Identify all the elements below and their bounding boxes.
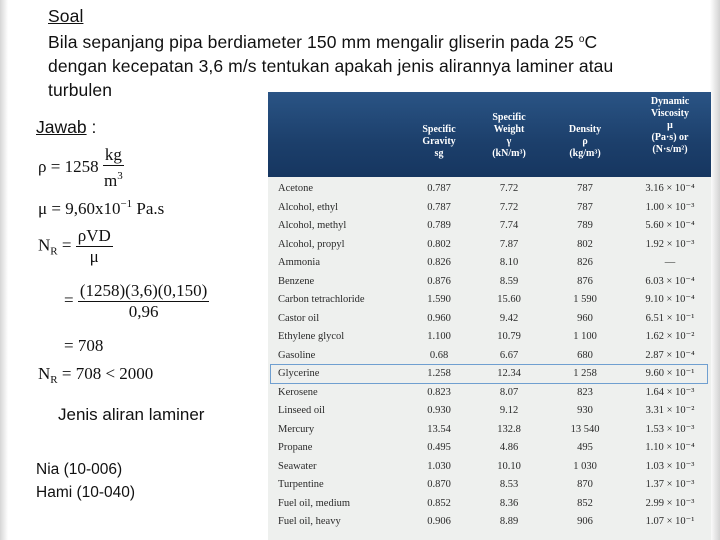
reynolds-den: μ (89, 247, 99, 266)
header-sg-symbol: sg (434, 148, 444, 159)
density-equation (38, 145, 124, 191)
table-cell-name: Alcohol, propyl (278, 238, 345, 250)
table-cell-mu: 3.16 × 10⁻⁴ (645, 183, 695, 194)
table-cell-gamma: 9.42 (499, 312, 519, 324)
density-value: ρ = 1258 (38, 156, 99, 176)
table-cell-mu: 1.00 × 10⁻³ (645, 201, 695, 213)
header-mu-line-2: Viscosity (651, 108, 689, 119)
table-cell-sg: 1.590 (427, 294, 451, 305)
table-cell-rho: 823 (577, 386, 593, 398)
table-cell-rho: 826 (577, 257, 593, 268)
header-gamma-line-1: Specific (492, 112, 526, 123)
table-cell-rho: 495 (577, 442, 593, 453)
table-row (268, 476, 711, 494)
viscosity-equation (38, 198, 164, 219)
table-cell-gamma: 15.60 (497, 294, 521, 305)
header-rho-line-1: Density (568, 124, 602, 135)
table-cell-name: Propane (278, 442, 313, 453)
viscosity-value: μ = 9,60x10 (38, 199, 121, 218)
density-unit-base: m (103, 171, 118, 190)
density-unit-num: kg (104, 145, 122, 164)
table-cell-name: Kerosene (278, 386, 318, 398)
table-cell-sg: 1.030 (427, 460, 451, 472)
table-cell-mu: 5.60 × 10⁻⁴ (645, 220, 695, 231)
density-unit-den (103, 166, 124, 191)
reynolds-symbol: N (38, 235, 51, 255)
table-cell-rho: 789 (577, 220, 593, 231)
header-mu-line-1: Dynamic (650, 96, 690, 107)
table-cell-name: Ammonia (278, 257, 320, 268)
student-1: Nia (10-006) (36, 461, 123, 478)
answer-colon: : (86, 117, 97, 137)
table-cell-rho: 876 (577, 275, 593, 287)
table-cell-name: Acetone (278, 183, 313, 194)
table-cell-rho: 787 (577, 201, 593, 213)
table-cell-rho: 787 (577, 183, 593, 194)
viscosity-exp: −1 (120, 198, 133, 210)
table-cell-gamma: 8.89 (499, 516, 519, 527)
header-mu-unit-1: (Pa·s) or (651, 132, 689, 143)
table-cell-name: Gasoline (278, 349, 316, 361)
reynolds-fraction (76, 226, 113, 267)
table-row (268, 254, 711, 272)
glycerine-highlight (270, 364, 708, 384)
table-row (268, 180, 711, 198)
table-cell-rho: 680 (577, 349, 593, 361)
table-cell-rho: 1 100 (573, 331, 597, 342)
table-cell-gamma: 10.10 (497, 460, 521, 472)
table-cell-gamma: 8.10 (499, 257, 519, 268)
reynolds-final (38, 364, 153, 386)
table-cell-name: Linseed oil (278, 405, 325, 416)
table-cell-sg: 0.802 (427, 238, 451, 250)
table-cell-gamma: 132.8 (497, 423, 521, 435)
table-row (268, 236, 711, 254)
student-2: Hami (10-040) (36, 484, 136, 501)
table-cell-mu: 1.37 × 10⁻³ (645, 479, 695, 490)
header-sg-line-1: Specific (422, 124, 456, 135)
problem-line-2: dengan kecepatan 3,6 m/s tentukan apakah jenis alirannya laminer atau (48, 56, 614, 76)
table-row (268, 273, 711, 291)
answer-label: Jawab (36, 117, 87, 137)
table-row (268, 439, 711, 457)
table-cell-name: Seawater (278, 460, 317, 472)
table-cell-sg: 0.787 (427, 183, 451, 194)
table-cell-name: Alcohol, ethyl (278, 201, 339, 213)
table-cell-name: Ethylene glycol (278, 331, 345, 342)
degree-sup: o (578, 34, 585, 45)
table-cell-mu: 1.64 × 10⁻³ (645, 386, 695, 398)
slide-right-edge (710, 0, 720, 540)
table-cell-name: Fuel oil, medium (278, 497, 351, 509)
table-cell-sg: 0.495 (427, 442, 451, 453)
table-cell-sg: 0.906 (427, 516, 451, 527)
header-mu-symbol: μ (667, 120, 673, 131)
table-cell-rho: 1 258 (573, 368, 597, 379)
problem-statement (48, 4, 698, 102)
problem-line-1 (48, 28, 698, 54)
table-cell-sg: 0.852 (427, 497, 451, 509)
table-cell-mu: 9.10 × 10⁻⁴ (645, 294, 695, 305)
table-cell-name: Benzene (278, 275, 315, 287)
table-cell-sg: 0.789 (427, 220, 451, 231)
header-specific-gravity (408, 124, 470, 160)
table-cell-gamma: 7.74 (499, 220, 519, 231)
header-density (555, 124, 615, 160)
table-row (268, 217, 711, 235)
density-unit (103, 145, 124, 191)
table-cell-gamma: 4.86 (499, 442, 519, 453)
table-row (268, 291, 711, 309)
header-gamma-line-2: Weight (493, 124, 525, 135)
viscosity-unit: Pa.s (132, 199, 165, 218)
table-cell-gamma: 8.07 (499, 386, 519, 398)
table-cell-mu: 1.62 × 10⁻² (645, 331, 695, 342)
table-row (268, 310, 711, 328)
table-cell-sg: 0.870 (427, 479, 451, 490)
answer-heading (36, 117, 96, 138)
reynolds-calculation: = $\frac{(1258)(3,6)(0,150)}{0,96}$ (64, 281, 208, 321)
table-cell-rho: 906 (577, 516, 593, 527)
reynolds-formula: $N_R$ = $\frac{\text{ρVD}}{\mu}$ (38, 226, 111, 266)
table-cell-gamma: 7.72 (499, 201, 519, 213)
table-cell-sg: 0.960 (427, 312, 451, 324)
celsius-unit: C (584, 32, 598, 52)
table-cell-mu: 2.87 × 10⁻⁴ (645, 349, 695, 361)
table-cell-mu: 1.53 × 10⁻³ (645, 423, 695, 435)
header-gamma-symbol: γ (506, 136, 512, 147)
table-cell-gamma: 10.79 (497, 331, 521, 342)
table-cell-mu: 1.92 × 10⁻³ (645, 238, 695, 250)
table-cell-mu: 6.51 × 10⁻¹ (645, 312, 695, 324)
table-cell-gamma: 6.67 (499, 349, 519, 361)
table-cell-gamma: 9.12 (499, 405, 519, 416)
table-cell-name: Alcohol, methyl (278, 220, 347, 231)
problem-line-1-text: Bila sepanjang pipa berdiameter 150 mm mengalir gliserin pada 25 (48, 32, 579, 52)
calculation-fraction (78, 281, 209, 322)
table-row (268, 495, 711, 513)
reynolds-symbol-final: N (38, 364, 51, 383)
table-cell-gamma: 7.72 (499, 183, 519, 194)
reynolds-sub: R (50, 245, 58, 258)
table-cell-gamma: 8.53 (499, 479, 519, 490)
reynolds-result: = 708 (64, 336, 104, 355)
header-sg-line-2: Gravity (422, 136, 456, 147)
table-cell-mu: 2.99 × 10⁻³ (645, 497, 695, 509)
table-cell-name: Fuel oil, heavy (278, 516, 341, 527)
table-cell-mu: 9.60 × 10⁻¹ (645, 368, 695, 379)
table-cell-sg: 1.100 (427, 331, 451, 342)
table-row (268, 458, 711, 476)
header-dynamic-viscosity (635, 96, 705, 156)
density-unit-exp: 3 (117, 170, 123, 182)
table-cell-rho: 870 (577, 479, 593, 490)
table-cell-gamma: 8.59 (499, 275, 519, 287)
table-cell-mu: 1.03 × 10⁻³ (645, 460, 695, 472)
table-cell-sg: 0.787 (427, 201, 451, 213)
table-cell-name: Glycerine (278, 368, 320, 379)
table-cell-sg: 0.930 (427, 405, 451, 416)
table-cell-rho: 960 (577, 312, 593, 324)
table-cell-rho: 802 (577, 238, 593, 250)
table-row (268, 384, 711, 402)
table-cell-name: Turpentine (278, 479, 324, 490)
reynolds-num: ρVD (77, 226, 111, 245)
slide-left-edge (0, 0, 8, 540)
table-cell-gamma: 12.34 (497, 368, 521, 379)
table-cell-rho: 852 (577, 497, 593, 509)
table-cell-mu: 3.31 × 10⁻² (645, 405, 695, 416)
table-row (268, 347, 711, 365)
problem-line-3: turbulen (48, 80, 113, 100)
calculation-num: (1258)(3,6)(0,150) (79, 281, 208, 300)
table-row (268, 199, 711, 217)
header-gamma-unit: (kN/m³) (492, 148, 526, 159)
table-cell-name: Castor oil (278, 312, 320, 324)
header-mu-unit-2: (N·s/m²) (652, 144, 688, 155)
table-cell-sg: 0.68 (429, 349, 449, 361)
table-cell-gamma: 8.36 (499, 497, 519, 509)
table-cell-sg: 1.258 (427, 368, 451, 379)
table-cell-rho: 1 030 (573, 460, 597, 472)
table-cell-mu: 1.10 × 10⁻⁴ (645, 442, 695, 453)
table-cell-name: Carbon tetrachloride (278, 294, 365, 305)
table-cell-name: Mercury (278, 423, 315, 435)
table-cell-sg: 0.876 (427, 275, 451, 287)
table-cell-sg: 0.826 (427, 257, 451, 268)
table-row (268, 402, 711, 420)
calculation-den: 0,96 (128, 302, 159, 321)
reynolds-comparison: = 708 < 2000 (57, 364, 154, 383)
problem-heading: Soal (48, 6, 84, 26)
table-cell-rho: 1 590 (573, 294, 597, 305)
table-row (268, 513, 711, 531)
table-cell-sg: 0.823 (427, 386, 451, 398)
table-cell-rho: 930 (577, 405, 593, 416)
fluid-properties-table (268, 92, 711, 540)
header-rho-unit: (kg/m³) (569, 148, 601, 159)
table-cell-mu: 6.03 × 10⁻⁴ (645, 275, 695, 287)
flow-conclusion: Jenis aliran laminer (58, 405, 205, 424)
header-specific-weight (479, 112, 539, 160)
table-cell-gamma: 7.87 (499, 238, 519, 250)
table-cell-mu: — (664, 257, 676, 268)
table-cell-mu: 1.07 × 10⁻¹ (645, 516, 695, 527)
header-rho-symbol: ρ (582, 136, 588, 147)
table-cell-sg: 13.54 (427, 423, 451, 435)
table-row (268, 421, 711, 439)
reynolds-sub-final: R (50, 374, 58, 386)
table-row (268, 328, 711, 346)
table-cell-rho: 13 540 (570, 423, 600, 435)
